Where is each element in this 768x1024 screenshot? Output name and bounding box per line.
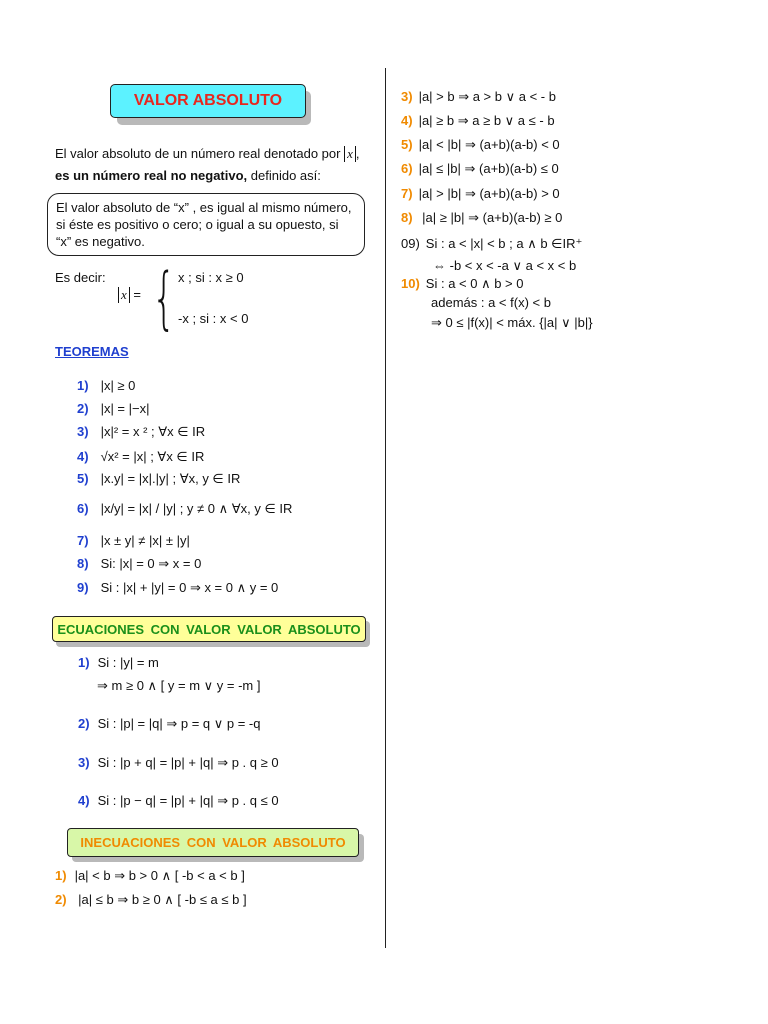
intro-bold: es un número real no negativo, — [55, 168, 248, 183]
teorema-4 — [77, 449, 204, 465]
column-divider — [385, 68, 386, 948]
teorema-3-number: 3) — [77, 424, 89, 439]
teorema-3-text: |x|² = x ² ; ∀x ∈ IR — [100, 424, 206, 439]
inecuacion-09 — [401, 236, 582, 252]
inecuacion-1 — [55, 868, 245, 884]
teorema-9 — [77, 580, 278, 596]
ecuacion-1-sub — [97, 678, 260, 694]
inecuacion-2 — [55, 892, 247, 908]
ecuacion-2-number: 2) — [78, 716, 90, 731]
teorema-7-text: |x ± y| ≠ |x| ± |y| — [100, 533, 190, 548]
ecuacion-4 — [78, 793, 279, 809]
intro-text: El valor absoluto de un número real denotado por — [55, 146, 341, 161]
teorema-9-text: Si : |x| + |y| = 0 ⇒ x = 0 ∧ y = 0 — [100, 580, 279, 595]
teorema-1-number: 1) — [77, 378, 89, 393]
inecuacion-5 — [401, 137, 560, 153]
teorema-7-number: 7) — [77, 533, 89, 548]
teorema-6-number: 6) — [77, 501, 89, 516]
abs-x — [344, 146, 356, 162]
teorema-4-number: 4) — [77, 449, 89, 464]
inecuacion-1-number: 1) — [55, 868, 67, 883]
teorema-5 — [77, 471, 240, 487]
inecuacion-3-text: |a| > b ⇒ a > b ∨ a < - b — [418, 89, 556, 104]
ecuacion-3 — [78, 755, 279, 771]
ecuacion-4-text: Si : |p − q| = |p| + |q| ⇒ p . q ≤ 0 — [97, 793, 279, 808]
teorema-5-number: 5) — [77, 471, 89, 486]
definition-box: El valor absoluto de “x” , es igual al mismo número, si éste es positivo o cero; o igual a su opuesto, si “x” es negativo. — [47, 193, 365, 256]
ecuacion-1-sub-text: ⇒ m ≥ 0 ∧ [ y = m ∨ y = -m ] — [97, 678, 261, 693]
inecuacion-09-number: 09) — [401, 236, 420, 251]
inecuacion-5-text: |a| < |b| ⇒ (a+b)(a-b) < 0 — [418, 137, 560, 152]
case-1: x ; si : x ≥ 0 — [178, 270, 244, 285]
teorema-1-text: |x| ≥ 0 — [100, 378, 136, 393]
ecuacion-3-text: Si : |p + q| = |p| + |q| ⇒ p . q ≥ 0 — [97, 755, 279, 770]
inecuacion-10-sub2-text: ⇒ 0 ≤ |f(x)| < máx. {|a| ∨ |b|} — [431, 315, 593, 330]
inecuacion-10 — [401, 276, 523, 292]
teorema-8-text: Si: |x| = 0 ⇒ x = 0 — [100, 556, 202, 571]
intro-line-1: El valor absoluto de un número real denotado por x , — [55, 146, 360, 161]
teorema-3 — [77, 424, 205, 440]
ecuacion-2-text: Si : |p| = |q| ⇒ p = q ∨ p = -q — [97, 716, 261, 731]
inecuacion-10-sub1 — [431, 295, 551, 310]
teorema-8-number: 8) — [77, 556, 89, 571]
inecuacion-5-number: 5) — [401, 137, 413, 152]
inecuacion-7-number: 7) — [401, 186, 413, 201]
inecuacion-2-number: 2) — [55, 892, 67, 907]
teorema-8 — [77, 556, 201, 572]
inecuacion-3 — [401, 89, 556, 105]
inecuacion-2-text: |a| ≤ b ⇒ b ≥ 0 ∧ [ -b ≤ a ≤ b ] — [74, 892, 247, 907]
teorema-5-text: |x.y| = |x|.|y| ; ∀x, y ∈ IR — [100, 471, 241, 486]
teorema-2-number: 2) — [77, 401, 89, 416]
teorema-2 — [77, 401, 149, 416]
inecuacion-4-number: 4) — [401, 113, 413, 128]
case-2: -x ; si : x < 0 — [178, 311, 249, 326]
inecuacion-7-text: |a| > |b| ⇒ (a+b)(a-b) > 0 — [418, 186, 560, 201]
inecuacion-8 — [401, 210, 562, 226]
inecuacion-09-sub-text: ⇔ -b < x < -a ∨ a < x < b — [433, 258, 577, 273]
inecuacion-8-text: |a| ≥ |b| ⇒ (a+b)(a-b) ≥ 0 — [418, 210, 563, 225]
es-decir-label: Es decir: — [55, 270, 106, 285]
teorema-4-text: √x² = |x| ; ∀x ∈ IR — [100, 449, 205, 464]
ecuacion-1 — [78, 655, 159, 670]
teorema-6 — [77, 501, 292, 517]
lhs-eq: = — [133, 287, 141, 302]
intro-line-2 — [55, 168, 321, 183]
teorema-9-number: 9) — [77, 580, 89, 595]
inecuacion-3-number: 3) — [401, 89, 413, 104]
teoremas-heading: TEOREMAS — [55, 344, 129, 359]
teorema-1 — [77, 378, 135, 393]
intro-rest: definido así: — [250, 168, 321, 183]
lhs-var: x — [121, 287, 127, 302]
inecuacion-09-sub — [433, 258, 576, 274]
inecuacion-6-text: |a| ≤ |b| ⇒ (a+b)(a-b) ≤ 0 — [418, 161, 559, 176]
ecuacion-3-number: 3) — [78, 755, 90, 770]
inecuacion-8-number: 8) — [401, 210, 413, 225]
abs-x-lhs — [118, 287, 130, 303]
es-decir-lhs — [118, 287, 141, 303]
inecuacion-4 — [401, 113, 555, 129]
ecuacion-4-number: 4) — [78, 793, 90, 808]
teorema-7 — [77, 533, 190, 548]
page-title: VALOR ABSOLUTO — [110, 84, 306, 118]
inecuacion-4-text: |a| ≥ b ⇒ a ≥ b ∨ a ≤ - b — [418, 113, 555, 128]
ecuacion-1-text: Si : |y| = m — [97, 655, 159, 670]
teorema-2-text: |x| = |−x| — [100, 401, 150, 416]
inecuacion-10-text: Si : a < 0 ∧ b > 0 — [425, 276, 524, 291]
inecuacion-10-sub2 — [431, 315, 593, 331]
abs-x-var: x — [347, 146, 353, 161]
inecuacion-6 — [401, 161, 559, 177]
inecuacion-1-text: |a| < b ⇒ b > 0 ∧ [ -b < a < b ] — [74, 868, 245, 883]
ecuacion-2 — [78, 716, 260, 732]
inecuacion-10-number: 10) — [401, 276, 420, 291]
inecuaciones-heading: INECUACIONES CON VALOR ABSOLUTO — [67, 828, 359, 857]
inecuacion-7 — [401, 186, 560, 202]
inecuacion-6-number: 6) — [401, 161, 413, 176]
ecuacion-1-number: 1) — [78, 655, 90, 670]
ecuaciones-heading: ECUACIONES CON VALOR VALOR ABSOLUTO — [52, 616, 366, 642]
left-brace: { — [152, 259, 176, 338]
inecuacion-09-text: Si : a < |x| < b ; a ∧ b ∈IR⁺ — [425, 236, 583, 251]
inecuacion-10-sub1-text: además : a < f(x) < b — [431, 295, 551, 310]
teorema-6-text: |x/y| = |x| / |y| ; y ≠ 0 ∧ ∀x, y ∈ IR — [100, 501, 293, 516]
